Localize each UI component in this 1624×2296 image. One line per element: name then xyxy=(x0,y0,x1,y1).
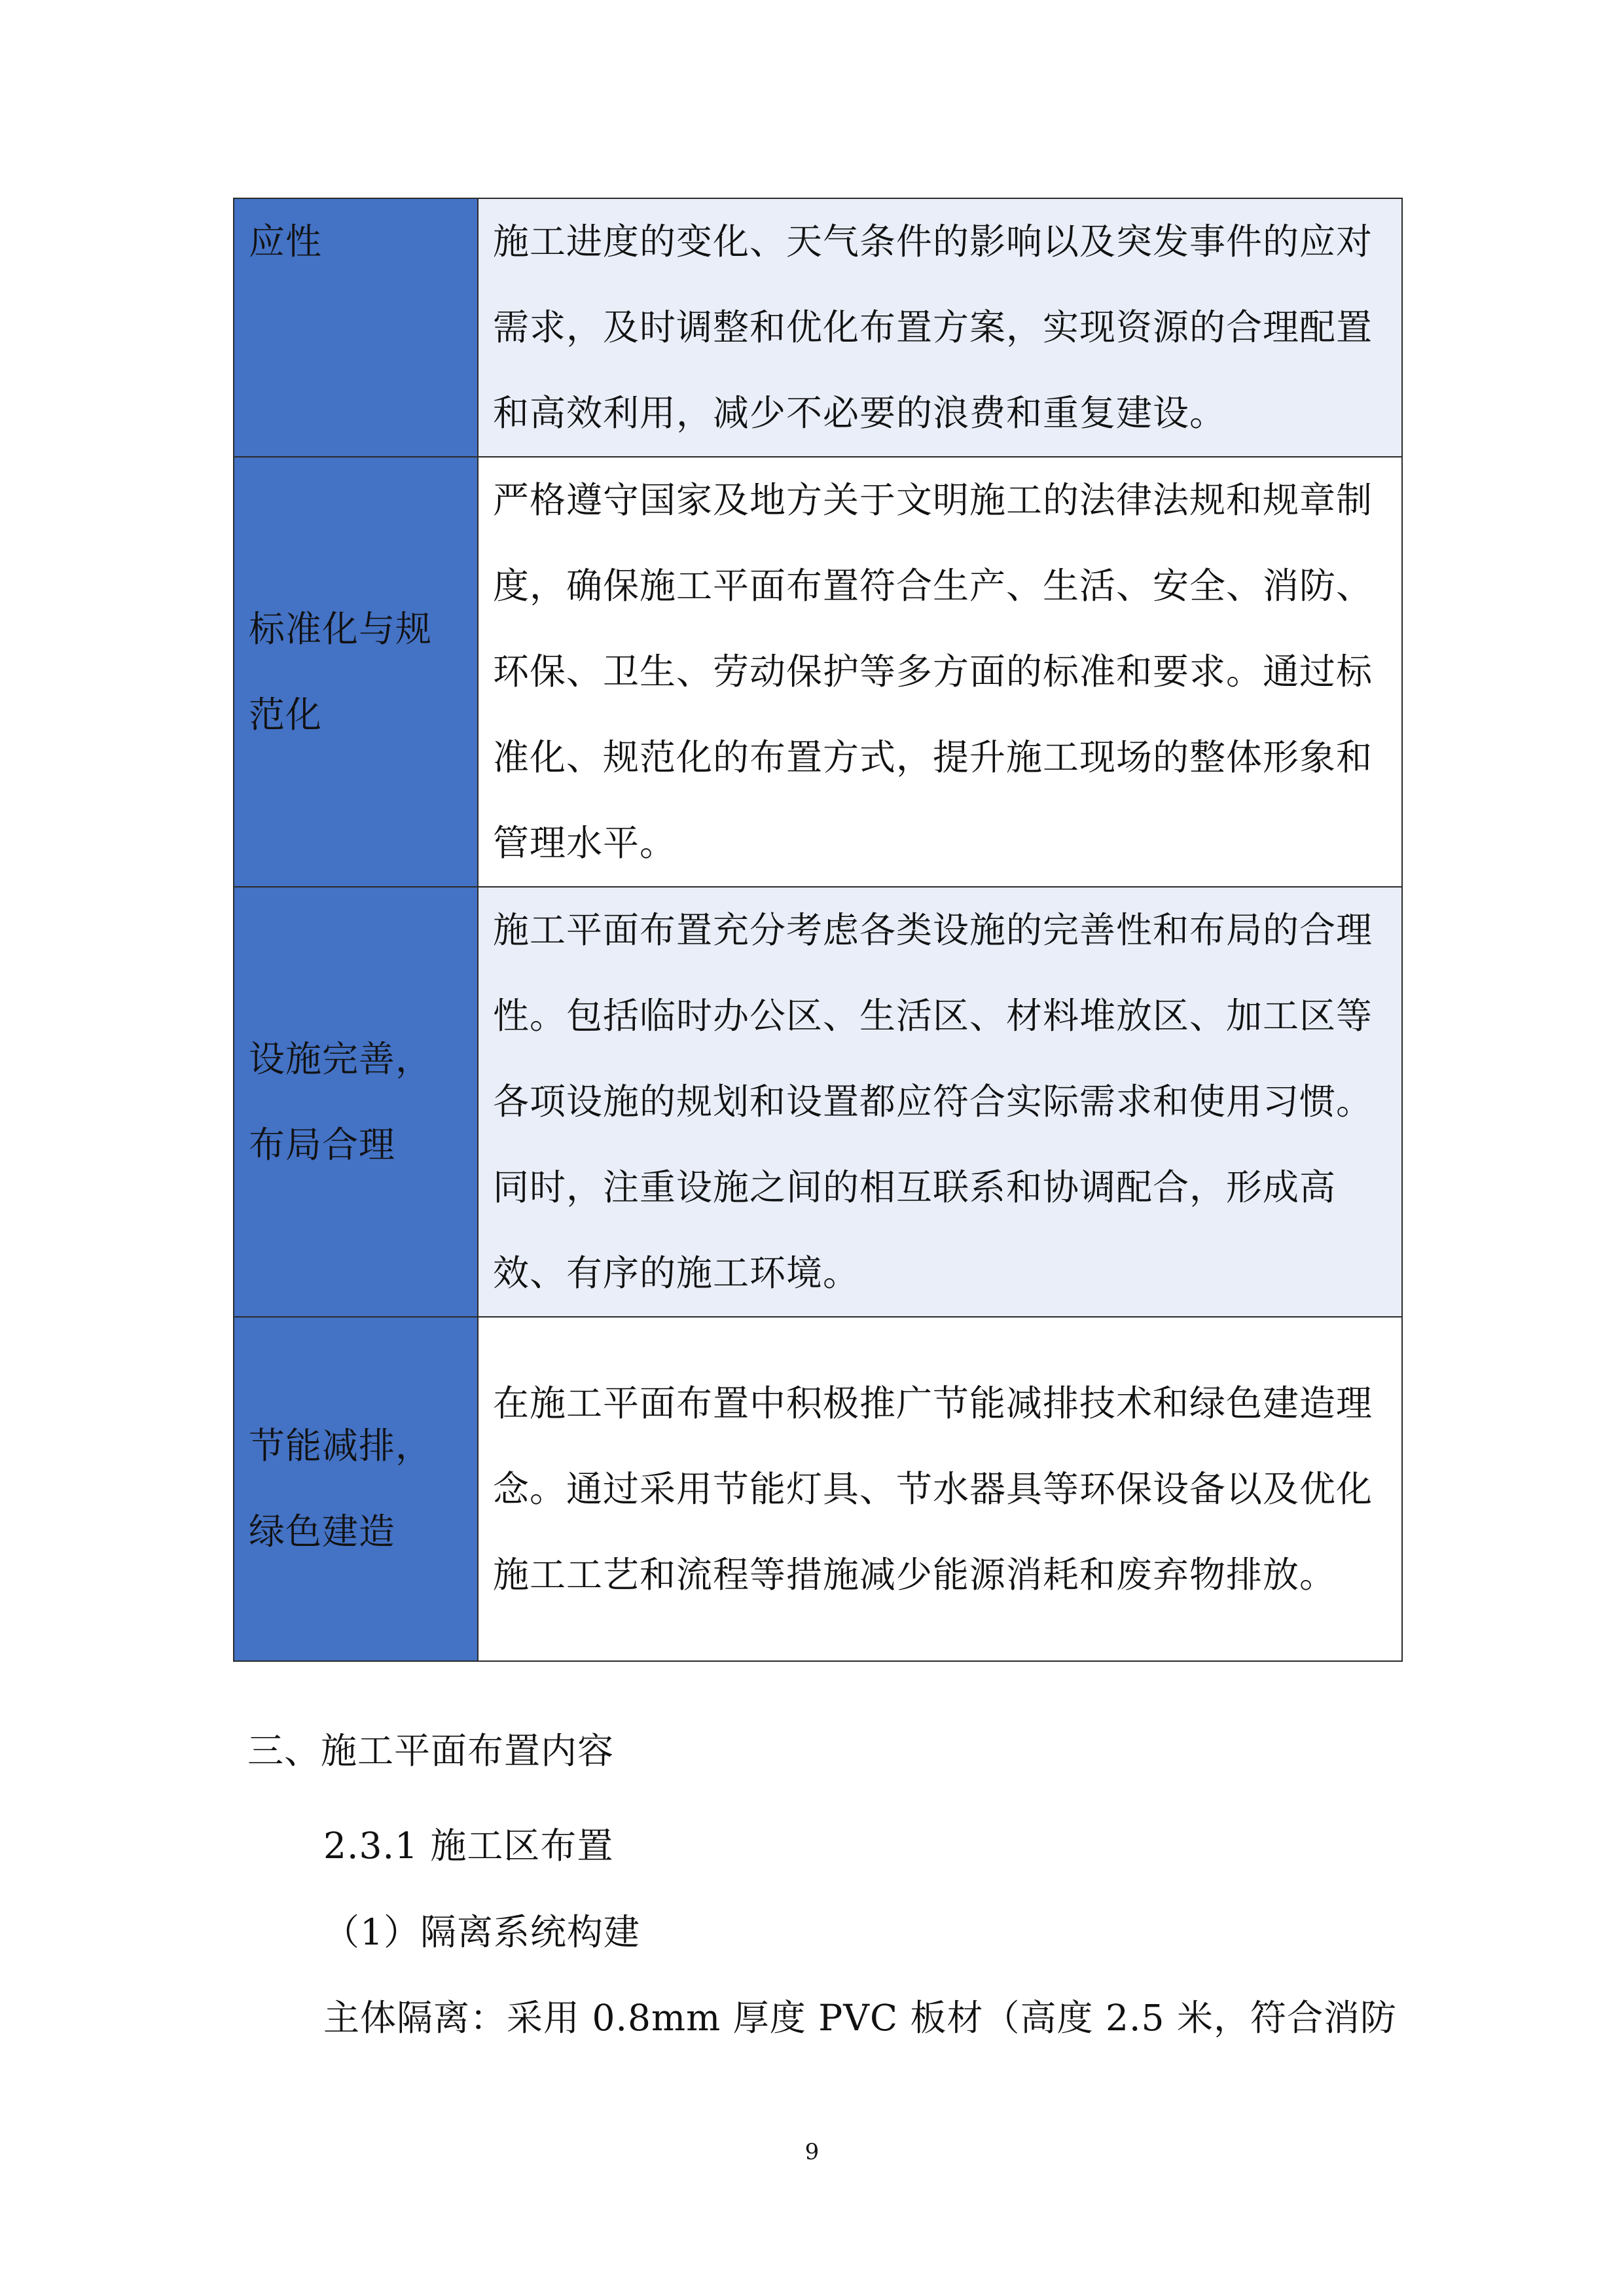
table-row xyxy=(234,887,1402,1317)
table-row xyxy=(234,1317,1402,1661)
principles-table xyxy=(233,198,1403,1662)
row-content: 严格遵守国家及地方关于文明施工的法律法规和规章制度，确保施工平面布置符合生产、生活、安全、消防、环保、卫生、劳动保护等多方面的标准和要求。通过标准化、规范化的布置方式，提升施工现场的整体形象和管理水平。 xyxy=(478,457,1402,887)
table-row xyxy=(234,457,1402,887)
item-heading: （1）隔离系统构建 xyxy=(323,1911,640,1953)
section-heading: 三、施工平面布置内容 xyxy=(247,1730,615,1772)
body-paragraph: 主体隔离：采用 0.8mm 厚度 PVC 板材（高度 2.5 米，符合消防 xyxy=(323,1997,1397,2039)
row-content: 施工进度的变化、天气条件的影响以及突发事件的应对需求，及时调整和优化布置方案，实现资源的合理配置和高效利用，减少不必要的浪费和重复建设。 xyxy=(478,198,1402,457)
row-label: 应性 xyxy=(234,198,478,457)
page-number: 9 xyxy=(804,2139,820,2165)
row-label: 设施完善，布局合理 xyxy=(234,887,478,1317)
table-row xyxy=(234,198,1402,457)
row-label: 节能减排，绿色建造 xyxy=(234,1317,478,1661)
row-content: 施工平面布置充分考虑各类设施的完善性和布局的合理性。包括临时办公区、生活区、材料堆放区、加工区等各项设施的规划和设置都应符合实际需求和使用习惯。同时，注重设施之间的相互联系和协调配合，形成高效、有序的施工环境。 xyxy=(478,887,1402,1317)
row-label: 标准化与规范化 xyxy=(234,457,478,887)
sub-heading: 2.3.1 施工区布置 xyxy=(323,1825,614,1867)
row-content: 在施工平面布置中积极推广节能减排技术和绿色建造理念。通过采用节能灯具、节水器具等环保设备以及优化施工工艺和流程等措施减少能源消耗和废弃物排放。 xyxy=(478,1317,1402,1661)
